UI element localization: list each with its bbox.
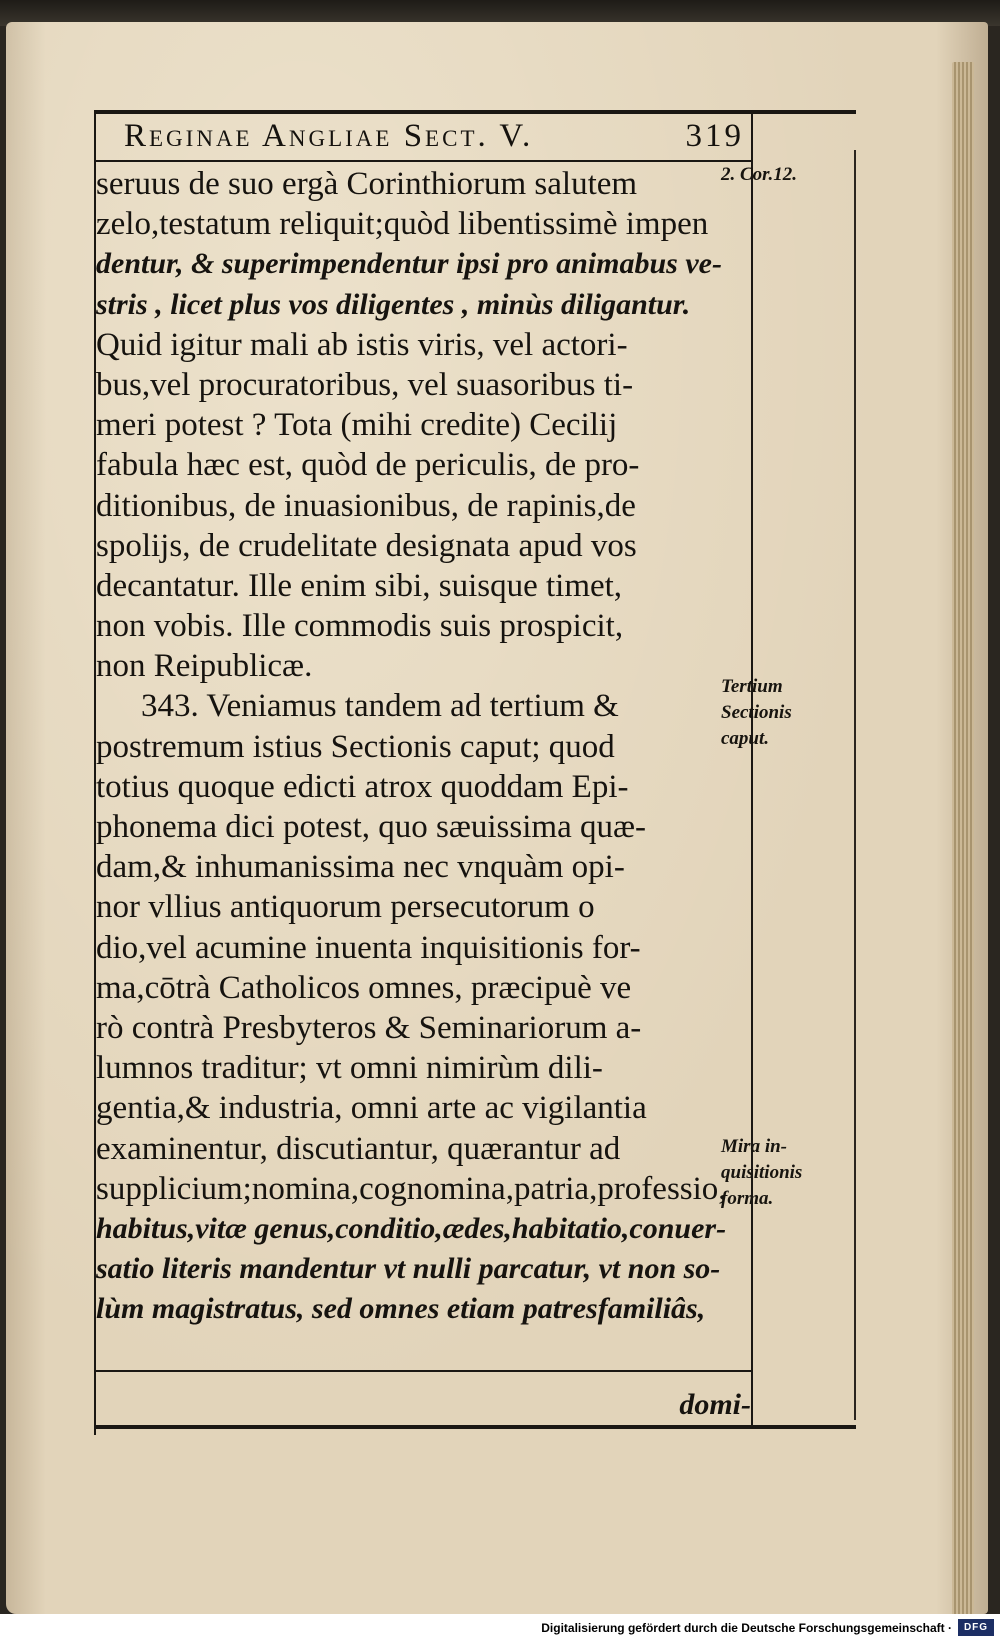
top-rule <box>96 110 856 114</box>
text-line: gentia,& industria, omni arte ac vigilantia <box>96 1090 647 1127</box>
text-line: seruus de suo ergà Corinthiorum salutem <box>96 166 638 202</box>
margin-note-cor: 2. Cor.12. <box>721 164 798 185</box>
text-line: totius quoque edicti atrox quoddam Epi- <box>96 768 629 805</box>
footer-credit: Digitalisierung gefördert durch die Deutsche Forschungsgemeinschaft · <box>541 1621 952 1635</box>
text-line: stris , licet plus vos diligentes , minùs diligantur. <box>96 287 691 321</box>
text-line: 343. Veniamus tandem ad tertium & <box>141 688 619 725</box>
text-line: examinentur, discutiantur, quærantur ad <box>96 1130 621 1167</box>
catchword: domi- <box>679 1388 751 1421</box>
text-line: rò contrà Presbyteros & Seminariorum a- <box>96 1009 642 1046</box>
text-line: lùm magistratus, sed omnes etiam patresfamiliâs, <box>96 1292 706 1326</box>
text-line: ma,cōtrà Catholicos omnes, præcipuè ve <box>96 969 632 1006</box>
text-line: decantatur. Ille enim sibi, suisque timet, <box>96 567 623 604</box>
body-text <box>96 164 746 1329</box>
text-line: meri potest ? Tota (mihi credite) Cecilij <box>96 407 618 444</box>
header-rule <box>96 160 751 162</box>
margin-note-tertium: Tertium Sectionis caput. <box>721 676 792 749</box>
text-line: ditionibus, de inuasionibus, de rapinis,de <box>96 487 636 524</box>
text-line: satio literis mandentur vt nulli parcatur, vt non so- <box>96 1252 721 1286</box>
book-page <box>6 22 988 1614</box>
page-edge <box>952 62 974 1622</box>
text-line: non Reipublicæ. <box>96 648 313 685</box>
text-line: postremum istius Sectionis caput; quod <box>96 728 615 765</box>
text-line: lumnos traditur; vt omni nimirùm dili- <box>96 1050 603 1087</box>
margin-note-mira: Mira in-quisitionis forma. <box>721 1136 803 1209</box>
text-line: fabula hæc est, quòd de periculis, de pro- <box>96 447 640 484</box>
text-line: dio,vel acumine inuenta inquisitionis for- <box>96 929 641 966</box>
footer-bar <box>0 1614 1000 1642</box>
text-line: dam,& inhumanissima nec vnquàm opi- <box>96 849 625 886</box>
text-line: dentur, & superimpendentur ipsi pro animabus ve- <box>96 247 722 281</box>
running-head <box>124 118 744 158</box>
text-line: non vobis. Ille commodis suis prospicit, <box>96 608 624 645</box>
dfg-logo-icon: DFG <box>958 1619 994 1636</box>
text-line: phonema dici potest, quo sæuissima quæ- <box>96 809 646 845</box>
running-head-title: Reginae Angliae Sect. V. <box>124 118 534 154</box>
bottom-rule <box>96 1370 751 1372</box>
page-number: 319 <box>685 118 744 154</box>
foot-rule <box>96 1425 856 1429</box>
text-line: supplicium;nomina,cognomina,patria,professio, <box>96 1170 727 1207</box>
text-line: nor vllius antiquorum persecutorum o <box>96 889 595 926</box>
text-line: spolijs, de crudelitate designata apud vos <box>96 527 637 564</box>
margin-rule <box>854 150 856 1420</box>
column-divider <box>751 114 753 1429</box>
text-line: zelo,testatum reliquit;quòd libentissimè impen <box>96 206 709 243</box>
text-line: habitus,vitæ genus,conditio,ædes,habitatio,conuer- <box>96 1211 727 1245</box>
text-line: bus,vel procuratoribus, vel suasoribus ti- <box>96 366 634 403</box>
text-block <box>94 110 751 1435</box>
text-line: Quid igitur mali ab istis viris, vel actori- <box>96 326 628 363</box>
